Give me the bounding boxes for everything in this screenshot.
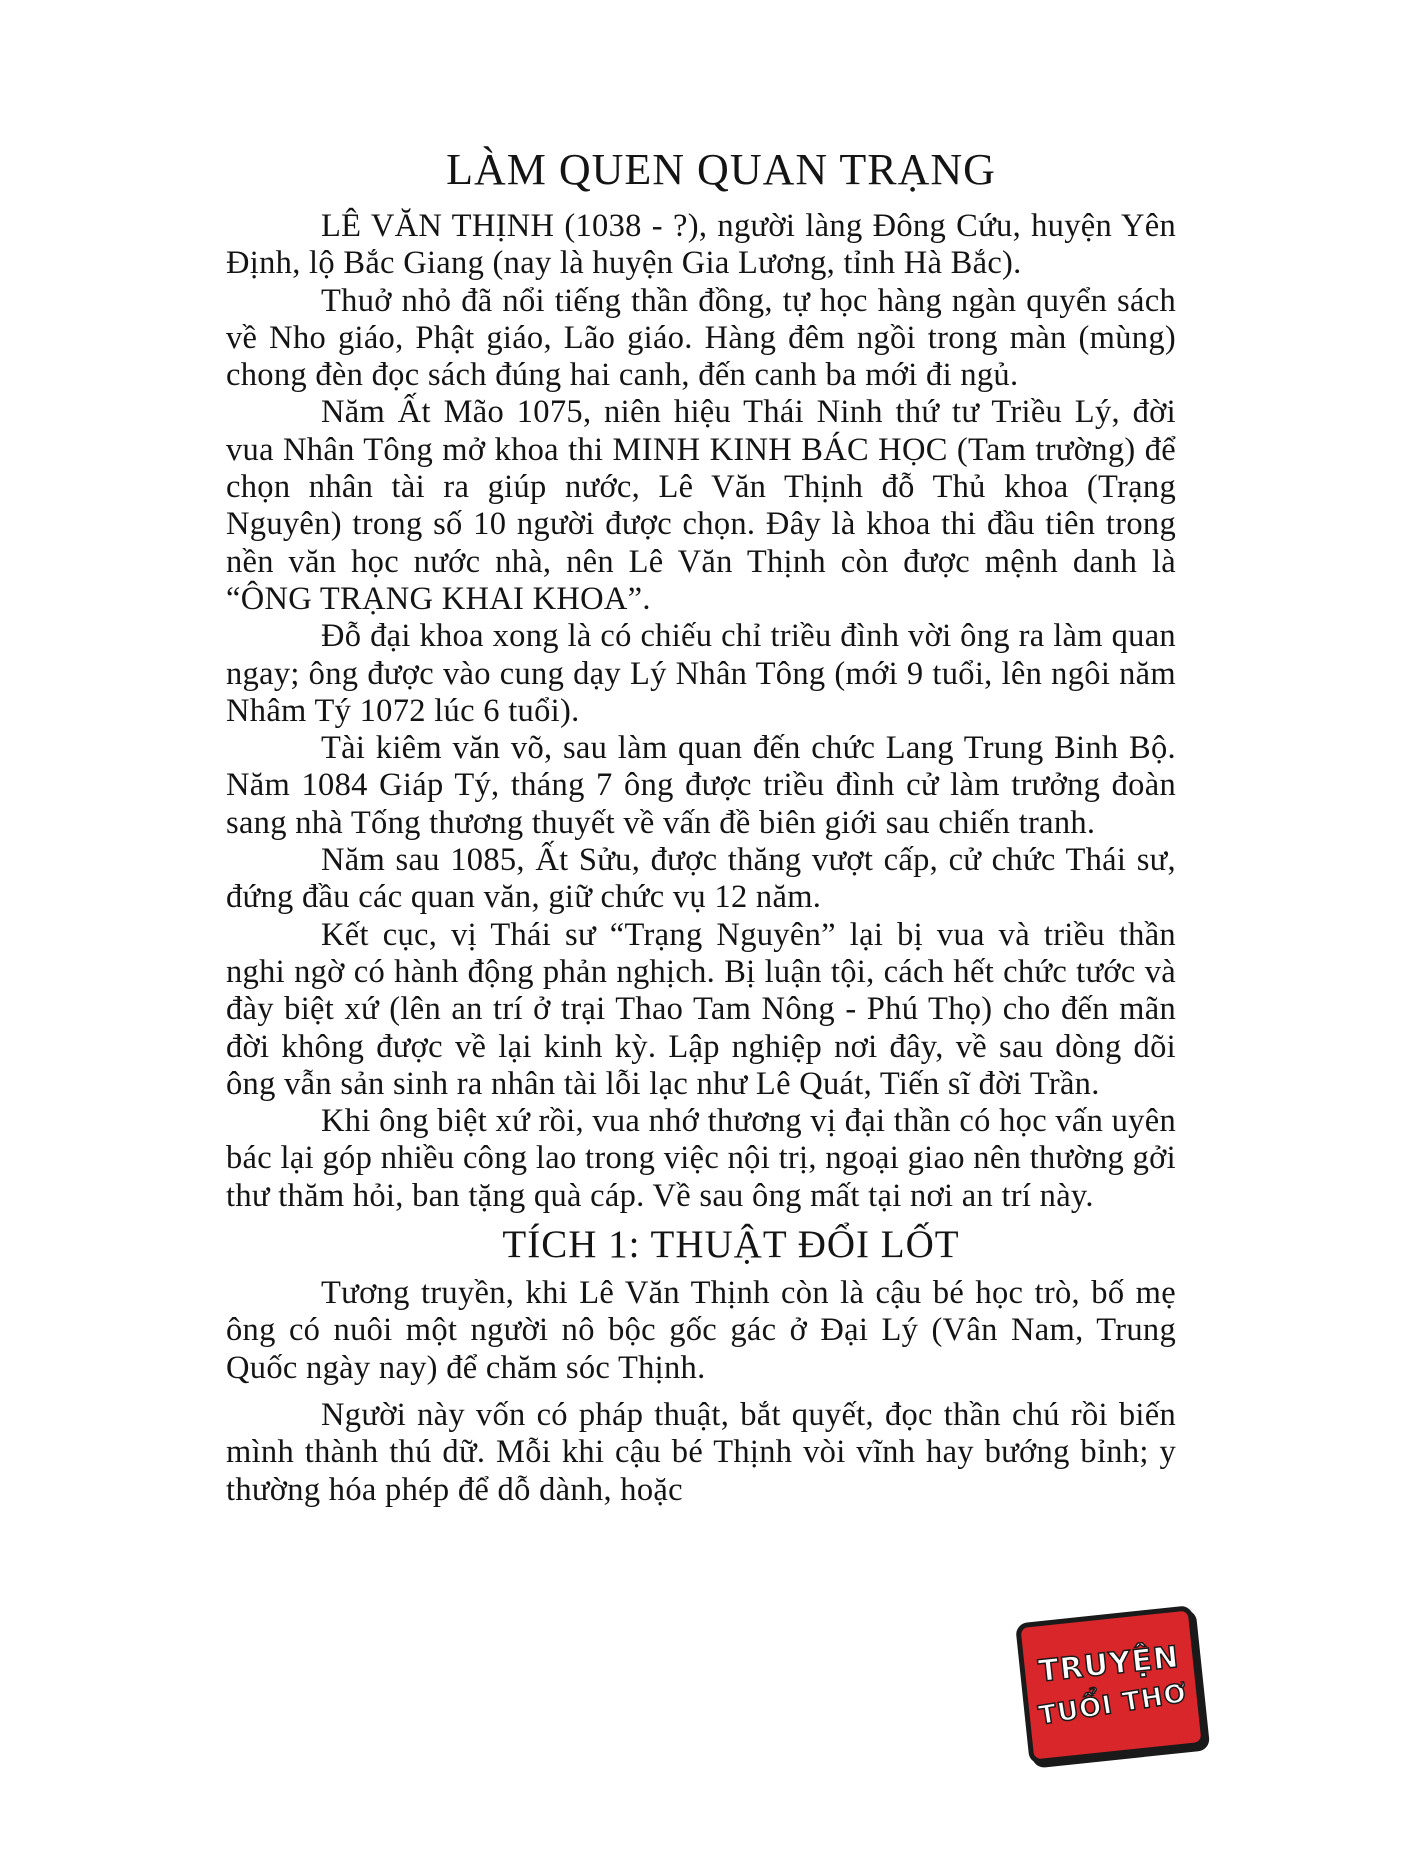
paragraph: Kết cục, vị Thái sư “Trạng Nguyên” lại bị vua và triều thần nghi ngờ có hành động phản nghịch. Bị luận tội, cách hết chức tước và đày biệt xứ (lên an trí ở trại Thao Tam Nông - Phú Thọ) cho đến mãn đời không được về lại kinh kỳ. Lập nghiệp nơi đây, về sau dòng dõi ông vẫn sản sinh ra nhân tài lỗi lạc như Lê Quát, Tiến sĩ đời Trần. (226, 916, 1176, 1102)
text-column (226, 140, 1176, 1509)
paragraph: Người này vốn có pháp thuật, bắt quyết, đọc thần chú rồi biến mình thành thú dữ. Mỗi khi cậu bé Thịnh vòi vĩnh hay bướng bỉnh; y thường hóa phép để dỗ dành, hoặc (226, 1396, 1176, 1508)
paragraph: Tương truyền, khi Lê Văn Thịnh còn là cậu bé học trò, bố mẹ ông có nuôi một người nô bộc gốc gác ở Đại Lý (Vân Nam, Trung Quốc ngày nay) để chăm sóc Thịnh. (226, 1275, 1176, 1386)
watermark-line-2: TUỔI THƠ (1036, 1678, 1190, 1732)
watermark-line-1: TRUYỆN (1036, 1639, 1181, 1690)
section-title: TÍCH 1: THUẬT ĐỔI LỐT (502, 1223, 960, 1267)
paragraph: Tài kiêm văn võ, sau làm quan đến chức Lang Trung Binh Bộ. Năm 1084 Giáp Tý, tháng 7 ông được triều đình cử làm trưởng đoàn sang nhà Tống thương thuyết về vấn đề biên giới sau chiến tranh. (226, 730, 1176, 841)
page-title: LÀM QUEN QUAN TRẠNG (446, 145, 996, 194)
paragraph: Đỗ đại khoa xong là có chiếu chỉ triều đình vời ông ra làm quan ngay; ông được vào cung dạy Lý Nhân Tông (mới 9 tuổi, lên ngôi năm Nhâm Tý 1072 lúc 6 tuổi). (226, 618, 1176, 729)
paragraph: Năm Ất Mão 1075, niên hiệu Thái Ninh thứ tư Triều Lý, đời vua Nhân Tông mở khoa thi MINH KINH BÁC HỌC (Tam trường) để chọn nhân tài ra giúp nước, Lê Văn Thịnh đỗ Thủ khoa (Trạng Nguyên) trong số 10 người được chọn. Đây là khoa thi đầu tiên trong nền văn học nước nhà, nên Lê Văn Thịnh còn được mệnh danh là “ÔNG TRẠNG KHAI KHOA”. (226, 394, 1176, 617)
paragraph: Khi ông biệt xứ rồi, vua nhớ thương vị đại thần có học vấn uyên bác lại góp nhiều công lao trong việc nội trị, ngoại giao nên thường gởi thư thăm hỏi, ban tặng quà cáp. Về sau ông mất tại nơi an trí này. (226, 1103, 1176, 1214)
paragraph: LÊ VĂN THỊNH (1038 - ?), người làng Đông Cứu, huyện Yên Định, lộ Bắc Giang (nay là huyện Gia Lương, tỉnh Hà Bắc). (226, 208, 1176, 282)
paragraph: Thuở nhỏ đã nổi tiếng thần đồng, tự học hàng ngàn quyển sách về Nho giáo, Phật giáo, Lão giáo. Hàng đêm ngồi trong màn (mùng) chong đèn đọc sách đúng hai canh, đến canh ba mới đi ngủ. (226, 282, 1176, 394)
paragraph: Năm sau 1085, Ất Sửu, được thăng vượt cấp, cử chức Thái sư, đứng đầu các quan văn, giữ chức vụ 12 năm. (226, 842, 1176, 916)
watermark-logo (1015, 1605, 1207, 1765)
